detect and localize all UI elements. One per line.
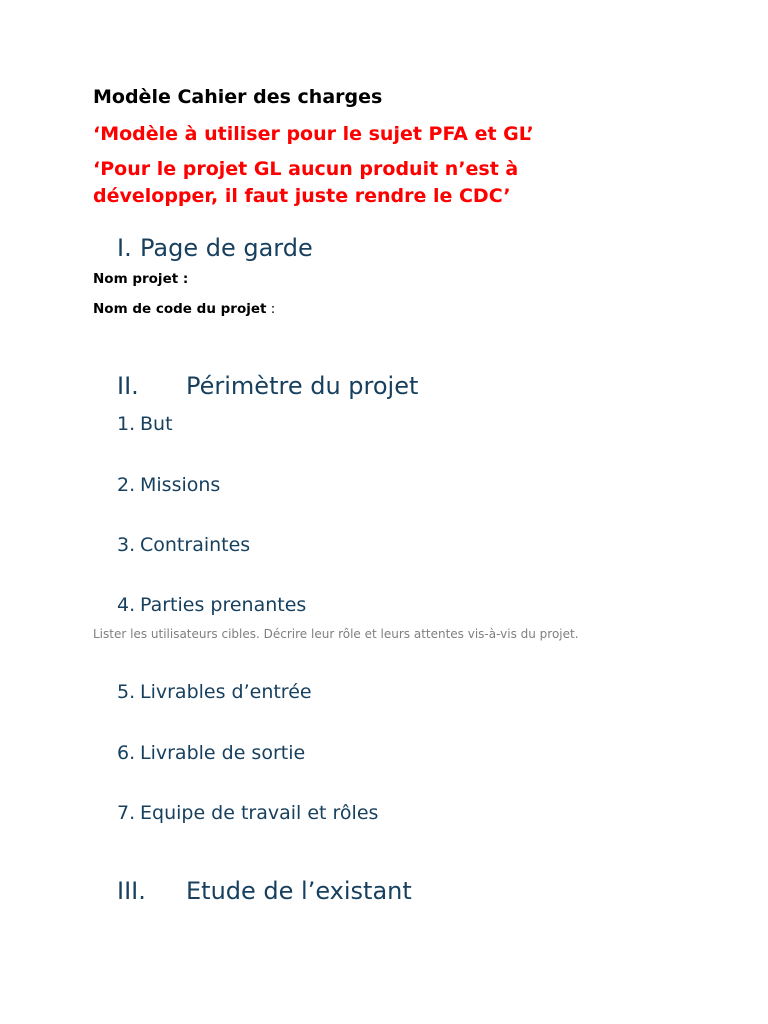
subsection-number: 7. bbox=[117, 802, 136, 824]
field-label: Nom de code du projet bbox=[93, 301, 267, 317]
document-title: Modèle Cahier des charges bbox=[93, 86, 383, 108]
section-title: Périmètre du projet bbox=[186, 372, 419, 400]
field-suffix: : bbox=[266, 301, 276, 317]
instruction-line-1: ‘Modèle à utiliser pour le sujet PFA et GL’ bbox=[93, 123, 534, 145]
subsection-number: 4. bbox=[117, 594, 136, 616]
instruction-line-2: ‘Pour le projet GL aucun produit n’est à bbox=[93, 158, 519, 180]
stakeholders-note: Lister les utilisateurs cibles. Décrire leur rôle et leurs attentes vis-à-vis du projet. bbox=[93, 627, 579, 641]
section-number: III. bbox=[117, 877, 146, 905]
subsection-heading-4 bbox=[0, 594, 768, 620]
subsection-heading-1 bbox=[0, 413, 768, 439]
instruction-line-3: développer, il faut juste rendre le CDC’ bbox=[93, 185, 511, 207]
subsection-title: But bbox=[140, 413, 173, 435]
subsection-title: Equipe de travail et rôles bbox=[140, 802, 379, 824]
subsection-title: Contraintes bbox=[140, 534, 251, 556]
section-heading-2 bbox=[0, 372, 768, 404]
section-heading-1 bbox=[0, 234, 768, 266]
section-number: II. bbox=[117, 372, 139, 400]
section-heading-3 bbox=[0, 877, 768, 909]
subsection-title: Livrable de sortie bbox=[140, 742, 306, 764]
subsection-heading-6 bbox=[0, 742, 768, 768]
subsection-heading-3 bbox=[0, 534, 768, 560]
section-title: Etude de l’existant bbox=[186, 877, 412, 905]
subsection-number: 6. bbox=[117, 742, 136, 764]
subsection-number: 5. bbox=[117, 681, 136, 703]
section-title: Page de garde bbox=[140, 234, 313, 262]
field-label: Nom projet : bbox=[93, 271, 189, 287]
subsection-number: 3. bbox=[117, 534, 136, 556]
field-project-name bbox=[93, 271, 188, 287]
field-project-codename bbox=[93, 301, 275, 317]
subsection-heading-2 bbox=[0, 474, 768, 500]
section-number: I. bbox=[117, 234, 132, 262]
subsection-title: Missions bbox=[140, 474, 221, 496]
subsection-title: Parties prenantes bbox=[140, 594, 307, 616]
subsection-heading-5 bbox=[0, 681, 768, 707]
subsection-number: 2. bbox=[117, 474, 136, 496]
subsection-heading-7 bbox=[0, 802, 768, 828]
subsection-title: Livrables d’entrée bbox=[140, 681, 312, 703]
subsection-number: 1. bbox=[117, 413, 136, 435]
